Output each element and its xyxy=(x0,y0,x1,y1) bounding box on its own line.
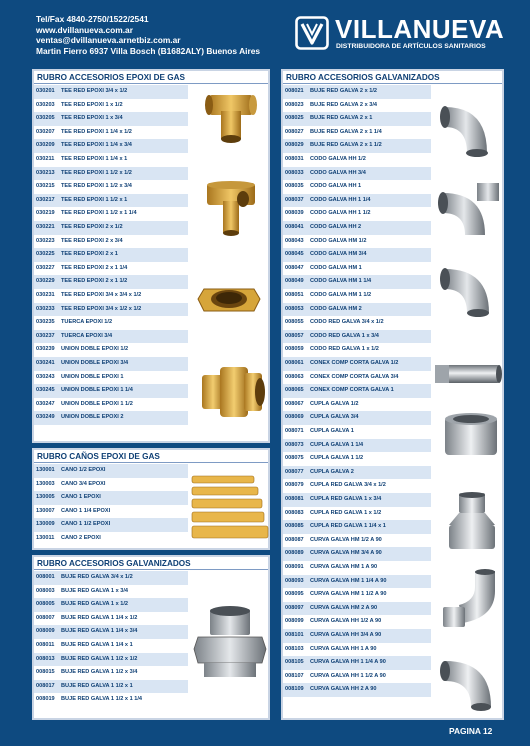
product-description: CANO 3/4 EPOXI xyxy=(61,480,106,487)
product-code: 008037 xyxy=(285,196,304,203)
product-description: BUJE RED GALVA 1 1/4 x 1/2 xyxy=(61,614,138,621)
panel-epoxi-canos xyxy=(32,448,270,550)
curve-fitting-image xyxy=(439,567,503,633)
product-description: CANO 1/2 EPOXI xyxy=(61,467,106,473)
product-code: 008003 xyxy=(36,587,55,594)
product-description: TEE RED EPOXI 3/4 x 1/2 x 1/2 xyxy=(61,305,142,312)
product-code: 030233 xyxy=(36,305,55,312)
contact-info xyxy=(36,14,260,56)
list-item xyxy=(283,235,431,249)
product-description: BUJE RED GALVA 1 x 3/4 xyxy=(61,587,129,594)
product-code: 030223 xyxy=(36,237,55,244)
product-code: 008091 xyxy=(285,564,304,570)
product-description: TEE RED EPOXI 2 x 1 1/4 xyxy=(61,264,128,271)
list-item xyxy=(34,343,188,357)
list-item xyxy=(34,248,188,262)
product-code: 008039 xyxy=(285,210,304,217)
list-item xyxy=(34,153,188,167)
list-item xyxy=(34,289,188,303)
list-item xyxy=(34,478,188,492)
product-description: CURVA GALVA HH 1 1/4 A 90 xyxy=(310,659,386,666)
list-item xyxy=(283,520,431,534)
panel-epoxi-accesorios xyxy=(32,69,270,443)
reducing-coupling-image xyxy=(443,489,501,555)
product-code: 008053 xyxy=(285,305,304,312)
product-code: 008047 xyxy=(285,264,304,271)
list-item xyxy=(34,571,188,585)
list-item xyxy=(34,532,188,546)
list-item xyxy=(283,643,431,657)
product-code: 030217 xyxy=(36,196,55,203)
product-code: 008083 xyxy=(285,509,304,516)
product-code: 030235 xyxy=(36,319,55,326)
brand-name: VILLANUEVA xyxy=(335,14,505,44)
product-code: 130005 xyxy=(36,494,55,501)
product-description: CANO 1 EPOXI xyxy=(61,494,101,501)
product-code: 008043 xyxy=(285,237,304,244)
product-description: CURVA GALVA HM 2 A 90 xyxy=(310,604,378,611)
product-description: TEE RED EPOXI 1 1/2 x 1 xyxy=(61,196,128,203)
list-item xyxy=(283,683,431,697)
product-code: 008079 xyxy=(285,482,304,489)
contact-email: ventas@dvillanueva.arnetbiz.com.ar xyxy=(36,35,181,45)
product-code: 008077 xyxy=(285,468,304,475)
list-item xyxy=(283,534,431,548)
product-code: 008015 xyxy=(36,669,55,676)
product-description: CURVA GALVA HM 1 A 90 xyxy=(310,564,378,570)
product-description: CUPLA GALVA 1 1/2 xyxy=(310,455,364,462)
list-item xyxy=(34,693,188,707)
list-item xyxy=(283,371,431,385)
product-code: 030245 xyxy=(36,387,55,394)
list-item xyxy=(283,248,431,262)
nut-fitting-image xyxy=(194,279,264,319)
list-item xyxy=(283,357,431,371)
list-item xyxy=(34,384,188,398)
product-description: CONEX COMP CORTA GALVA 3/4 xyxy=(310,373,399,380)
coupling-fitting-image xyxy=(439,407,503,463)
list-item xyxy=(283,112,431,126)
product-code: 030215 xyxy=(36,183,55,190)
product-description: CURVA GALVA HM 1/2 A 90 xyxy=(310,536,382,543)
list-item xyxy=(283,602,431,616)
list-item xyxy=(34,505,188,519)
product-description: BUJE RED GALVA 2 x 1/2 xyxy=(310,88,378,94)
list-item xyxy=(283,615,431,629)
product-description: TEE RED EPOXI 1 x 3/4 xyxy=(61,115,123,122)
list-item xyxy=(283,85,431,99)
product-description: TEE RED EPOXI 2 x 1 1/2 xyxy=(61,278,128,285)
product-description: CURVA GALVA HH 1/2 A 90 xyxy=(310,618,382,625)
list-item xyxy=(283,547,431,561)
product-code: 008007 xyxy=(36,614,55,621)
tee-fitting-image xyxy=(199,91,263,145)
product-description: CURVA GALVA HH 1 1/2 A 90 xyxy=(310,672,386,679)
product-code: 030203 xyxy=(36,101,55,108)
product-description: TUERCA EPOXI 3/4 xyxy=(61,332,113,339)
product-code: 008059 xyxy=(285,346,304,353)
product-code: 008057 xyxy=(285,332,304,339)
product-description: TEE RED EPOXI 1 1/4 x 3/4 xyxy=(61,142,132,149)
section-title: RUBRO ACCESORIOS GALVANIZADOS xyxy=(283,71,502,84)
list-item xyxy=(34,112,188,126)
list-item xyxy=(34,167,188,181)
product-code: 030225 xyxy=(36,251,55,258)
product-code: 008105 xyxy=(285,659,304,666)
product-description: CODO GALVA HM 3/4 xyxy=(310,251,367,258)
product-description: BUJE RED GALVA 2 x 1 xyxy=(310,115,373,122)
product-description: TEE RED EPOXI 1 1/4 x 1 xyxy=(61,156,128,162)
product-description: CUPLA RED GALVA 1 x 3/4 xyxy=(310,496,382,502)
product-description: UNION DOBLE EPOXI 1/2 xyxy=(61,346,129,353)
product-code: 030219 xyxy=(36,210,55,217)
bushing-fitting-image xyxy=(192,605,268,685)
product-code: 008025 xyxy=(285,115,304,122)
list-item xyxy=(34,598,188,612)
product-code: 008101 xyxy=(285,632,304,638)
product-description: TEE RED EPOXI 1 1/4 x 1/2 xyxy=(61,128,132,135)
list-item xyxy=(34,126,188,140)
list-item xyxy=(283,670,431,684)
list-item xyxy=(34,518,188,532)
product-code: 130003 xyxy=(36,480,55,487)
product-code: 008001 xyxy=(36,574,55,580)
panel-galva-right xyxy=(281,69,504,720)
product-code: 030211 xyxy=(36,156,55,162)
product-description: CUPLA GALVA 3/4 xyxy=(310,414,359,421)
list-item xyxy=(283,411,431,425)
product-description: CODO GALVA HH 1 1/2 xyxy=(310,210,371,217)
list-item xyxy=(34,221,188,235)
product-description: TEE RED EPOXI 1 1/2 x 1/2 xyxy=(61,169,132,176)
list-item xyxy=(283,153,431,167)
list-item xyxy=(283,439,431,453)
brand-logo-block xyxy=(295,14,505,56)
product-description: TEE RED EPOXI 3/4 x 1/2 xyxy=(61,88,128,94)
product-description: BUJE RED GALVA 1 1/2 x 1/2 xyxy=(61,655,138,662)
product-code: 008065 xyxy=(285,387,304,394)
product-description: BUJE RED GALVA 3/4 x 1/2 xyxy=(61,574,133,580)
elbow-fitting-image xyxy=(437,257,503,319)
list-item xyxy=(34,357,188,371)
product-code: 008019 xyxy=(36,696,55,703)
pipes-image xyxy=(190,470,270,544)
page-header xyxy=(0,0,530,66)
product-description: CUPLA RED GALVA 1 1/4 x 1 xyxy=(310,523,386,530)
product-description: TEE RED EPOXI 1 1/2 x 1 1/4 xyxy=(61,210,137,217)
product-description: TEE RED EPOXI 3/4 x 3/4 x 1/2 xyxy=(61,292,142,298)
product-description: CODO GALVA HH 1 1/4 xyxy=(310,196,371,203)
product-description: CODO GALVA HM 1/2 xyxy=(310,237,367,244)
product-code: 008107 xyxy=(285,672,304,679)
product-code: 008063 xyxy=(285,373,304,380)
list-item xyxy=(283,207,431,221)
product-code: 030231 xyxy=(36,292,55,298)
product-code: 008075 xyxy=(285,455,304,462)
product-code: 030221 xyxy=(36,224,55,230)
list-item xyxy=(283,466,431,480)
list-item xyxy=(34,139,188,153)
list-item xyxy=(34,464,188,478)
section-title: RUBRO ACCESORIOS EPOXI DE GAS xyxy=(34,71,268,84)
product-code: 030239 xyxy=(36,346,55,353)
list-item xyxy=(34,99,188,113)
product-code: 008067 xyxy=(285,400,304,407)
product-code: 008027 xyxy=(285,128,304,135)
product-code: 008051 xyxy=(285,292,304,298)
product-description: CURVA GALVA HH 3/4 A 90 xyxy=(310,632,382,638)
list-item xyxy=(283,289,431,303)
brand-subtitle: DISTRIBUIDORA DE ARTÍCULOS SANITARIOS xyxy=(336,43,486,50)
product-code: 008011 xyxy=(36,642,55,648)
product-description: CODO RED GALVA 3/4 x 1/2 xyxy=(310,319,384,326)
list-item xyxy=(34,625,188,639)
list-item xyxy=(34,680,188,694)
list-item xyxy=(283,561,431,575)
product-description: CURVA GALVA HM 3/4 A 90 xyxy=(310,550,382,557)
list-item xyxy=(283,139,431,153)
product-description: CUPLA RED GALVA 1 x 1/2 xyxy=(310,509,382,516)
product-code: 008069 xyxy=(285,414,304,421)
contact-address: Martin Fierro 6937 Villa Bosch (B1682ALY) Buenos Aires xyxy=(36,45,261,56)
product-description: TEE RED EPOXI 2 x 3/4 xyxy=(61,237,123,244)
list-item xyxy=(34,207,188,221)
product-code: 030243 xyxy=(36,373,55,380)
list-item xyxy=(34,330,188,344)
list-item xyxy=(283,330,431,344)
product-description: BUJE RED GALVA 2 x 1 1/2 xyxy=(310,142,382,149)
list-item xyxy=(34,371,188,385)
list-item xyxy=(283,479,431,493)
list-item xyxy=(34,194,188,208)
list-item xyxy=(34,275,188,289)
product-code: 130011 xyxy=(36,535,55,541)
list-item xyxy=(34,585,188,599)
product-description: CODO GALVA HH 3/4 xyxy=(310,169,366,176)
elbow-fitting-image xyxy=(437,179,503,241)
list-item xyxy=(34,411,188,425)
product-code: 030205 xyxy=(36,115,55,122)
list-item xyxy=(283,588,431,602)
product-description: CANO 2 EPOXI xyxy=(61,535,101,541)
product-code: 008031 xyxy=(285,156,304,162)
product-code: 008093 xyxy=(285,577,304,584)
section-title: RUBRO CAÑOS EPOXI DE GAS xyxy=(34,450,268,463)
list-item xyxy=(283,656,431,670)
list-item xyxy=(34,316,188,330)
curve-fitting-image xyxy=(439,653,503,713)
list-item xyxy=(283,167,431,181)
nipple-fitting-image xyxy=(433,357,503,391)
list-item xyxy=(283,398,431,412)
product-description: CURVA GALVA HM 1 1/4 A 90 xyxy=(310,577,387,584)
product-description: UNION DOBLE EPOXI 1 1/2 xyxy=(61,400,133,407)
product-description: CONEX COMP CORTA GALVA 1 xyxy=(310,387,394,394)
product-code: 130007 xyxy=(36,507,55,514)
product-description: CODO RED GALVA 1 x 1/2 xyxy=(310,346,379,353)
product-code: 008009 xyxy=(36,628,55,635)
product-code: 008035 xyxy=(285,183,304,190)
product-code: 008055 xyxy=(285,319,304,326)
product-code: 008097 xyxy=(285,604,304,611)
product-code: 030237 xyxy=(36,332,55,339)
product-description: UNION DOBLE EPOXI 2 xyxy=(61,414,124,421)
product-description: UNION DOBLE EPOXI 3/4 xyxy=(61,360,129,366)
elbow-fitting-image xyxy=(437,97,503,161)
product-code: 008029 xyxy=(285,142,304,149)
product-description: BUJE RED GALVA 2 x 1 1/4 xyxy=(310,128,382,135)
product-description: BUJE RED GALVA 1 1/2 x 1 xyxy=(61,682,133,689)
product-description: CUPLA GALVA 2 xyxy=(310,468,354,475)
product-code: 008005 xyxy=(36,601,55,608)
list-item xyxy=(283,126,431,140)
list-item xyxy=(283,425,431,439)
product-description: CODO GALVA HH 1/2 xyxy=(310,156,366,162)
product-description: BUJE RED GALVA 1 1/4 x 3/4 xyxy=(61,628,138,635)
list-item xyxy=(34,612,188,626)
product-code: 008109 xyxy=(285,686,304,693)
panel-galva-left xyxy=(32,555,270,720)
list-item xyxy=(283,343,431,357)
product-description: BUJE RED GALVA 2 x 3/4 xyxy=(310,101,378,108)
product-description: CUPLA GALVA 1 xyxy=(310,428,354,434)
contact-phone: Tel/Fax 4840-2750/1522/2541 xyxy=(36,14,149,24)
product-code: 030241 xyxy=(36,360,55,366)
product-code: 008049 xyxy=(285,278,304,285)
product-code: 008061 xyxy=(285,360,304,366)
product-description: UNION DOBLE EPOXI 1 xyxy=(61,373,124,380)
union-fitting-image xyxy=(196,357,268,427)
product-code: 030209 xyxy=(36,142,55,149)
section-title: RUBRO ACCESORIOS GALVANIZADOS xyxy=(34,557,268,570)
product-code: 030249 xyxy=(36,414,55,421)
product-description: CUPLA GALVA 1 1/4 xyxy=(310,441,364,448)
product-code: 030247 xyxy=(36,400,55,407)
product-code: 008103 xyxy=(285,645,304,652)
list-item xyxy=(283,194,431,208)
product-description: TEE RED EPOXI 2 x 1 xyxy=(61,251,118,258)
product-code: 008071 xyxy=(285,428,304,434)
product-description: CUPLA RED GALVA 3/4 x 1/2 xyxy=(310,482,386,489)
list-item xyxy=(34,303,188,317)
product-code: 030201 xyxy=(36,88,55,94)
product-description: CONEX COMP CORTA GALVA 1/2 xyxy=(310,360,399,366)
product-description: CUPLA GALVA 1/2 xyxy=(310,400,359,407)
product-code: 008087 xyxy=(285,536,304,543)
list-item xyxy=(34,85,188,99)
list-item xyxy=(283,575,431,589)
product-code: 030213 xyxy=(36,169,55,176)
list-item xyxy=(34,639,188,653)
product-description: UNION DOBLE EPOXI 1 1/4 xyxy=(61,387,133,394)
tee-fitting-image xyxy=(199,179,263,239)
product-code: 008095 xyxy=(285,591,304,598)
page-number: PAGINA 12 xyxy=(449,726,493,736)
product-description: CODO GALVA HH 1 xyxy=(310,183,362,190)
list-item xyxy=(34,653,188,667)
list-item xyxy=(283,303,431,317)
product-description: CURVA GALVA HH 2 A 90 xyxy=(310,686,377,693)
product-code: 008073 xyxy=(285,441,304,448)
product-description: CANO 1 1/2 EPOXI xyxy=(61,521,111,528)
product-code: 008085 xyxy=(285,523,304,530)
list-item xyxy=(283,629,431,643)
product-description: TEE RED EPOXI 1 x 1/2 xyxy=(61,101,123,108)
product-code: 008041 xyxy=(285,224,304,230)
list-item xyxy=(34,398,188,412)
list-item xyxy=(34,491,188,505)
list-item xyxy=(283,275,431,289)
product-description: CURVA GALVA HH 1 A 90 xyxy=(310,645,377,652)
product-code: 008033 xyxy=(285,169,304,176)
product-code: 030229 xyxy=(36,278,55,285)
list-item xyxy=(283,493,431,507)
list-item xyxy=(283,316,431,330)
product-code: 030207 xyxy=(36,128,55,135)
list-item xyxy=(283,180,431,194)
list-item xyxy=(283,99,431,113)
product-code: 008017 xyxy=(36,682,55,689)
product-description: TUERCA EPOXI 1/2 xyxy=(61,319,113,326)
list-item xyxy=(34,666,188,680)
product-code: 008099 xyxy=(285,618,304,625)
list-item xyxy=(283,221,431,235)
list-item xyxy=(283,452,431,466)
product-description: CANO 1 1/4 EPOXI xyxy=(61,507,111,514)
product-description: CODO RED GALVA 1 x 3/4 xyxy=(310,332,379,339)
product-description: TEE RED EPOXI 2 x 1/2 xyxy=(61,224,123,230)
product-description: CODO GALVA HM 1 1/4 xyxy=(310,278,372,285)
product-description: CODO GALVA HH 2 xyxy=(310,224,362,230)
product-code: 008081 xyxy=(285,496,304,502)
product-description: BUJE RED GALVA 1 x 1/2 xyxy=(61,601,129,608)
product-code: 008045 xyxy=(285,251,304,258)
product-description: BUJE RED GALVA 1 1/2 x 1 1/4 xyxy=(61,696,143,703)
list-item xyxy=(34,235,188,249)
product-code: 130001 xyxy=(36,467,55,473)
product-description: CODO GALVA HM 2 xyxy=(310,305,362,312)
product-code: 130009 xyxy=(36,521,55,528)
product-description: BUJE RED GALVA 1 1/2 x 3/4 xyxy=(61,669,138,676)
list-item xyxy=(34,262,188,276)
product-description: BUJE RED GALVA 1 1/4 x 1 xyxy=(61,642,133,648)
product-code: 008013 xyxy=(36,655,55,662)
product-code: 008021 xyxy=(285,88,304,94)
product-code: 008089 xyxy=(285,550,304,557)
product-description: CODO GALVA HM 1 xyxy=(310,264,362,271)
list-item xyxy=(283,507,431,521)
product-description: CODO GALVA HM 1 1/2 xyxy=(310,292,372,298)
brand-logo-icon xyxy=(295,16,329,50)
contact-website: www.dvillanueva.com.ar xyxy=(36,24,133,35)
product-description: TEE RED EPOXI 1 1/2 x 3/4 xyxy=(61,183,132,190)
list-item xyxy=(34,180,188,194)
product-description: CURVA GALVA HM 1 1/2 A 90 xyxy=(310,591,387,598)
list-item xyxy=(283,384,431,398)
product-code: 030227 xyxy=(36,264,55,271)
product-code: 008023 xyxy=(285,101,304,108)
list-item xyxy=(283,262,431,276)
